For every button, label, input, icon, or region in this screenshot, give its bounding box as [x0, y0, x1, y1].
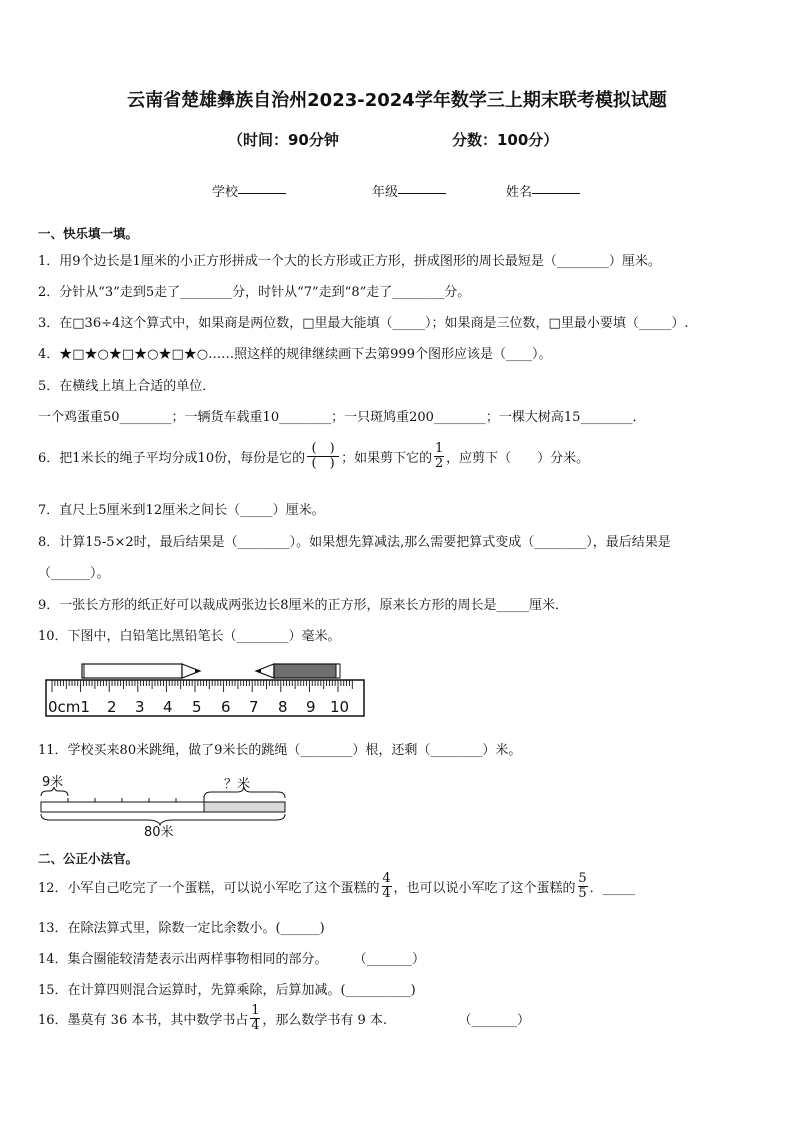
question-16-part-a: 16．墨莫有 36 本书，其中数学书占 — [38, 1013, 249, 1028]
school-label: 学校 — [212, 185, 239, 200]
fraction-numerator: 1 — [251, 1003, 260, 1018]
fraction-four-fourths — [382, 872, 392, 901]
question-15: 15．在计算四则混合运算时，先算乘除，后算加减。(__________) — [38, 983, 416, 998]
ruler-label-8: 8 — [278, 698, 288, 716]
question-5-units: 一个鸡蛋重50________；一辆货车载重10________；一只斑鸠重200________；一棵大树高15________． — [38, 410, 646, 425]
question-1: 1．用9个边长是1厘米的小正方形拼成一个大的长方形或正方形，拼成图形的周长最短是（________）厘米。 — [38, 254, 661, 269]
question-10: 10．下图中，白铅笔比黑铅笔长（________）毫米。 — [38, 629, 341, 644]
question-6 — [38, 442, 589, 471]
fraction-denominator: 4 — [251, 1018, 260, 1033]
section-1-heading: 一、快乐填一填。 — [38, 226, 139, 241]
question-12-part-c: ．_____ — [589, 881, 636, 896]
fraction-numerator: 5 — [578, 871, 587, 886]
name-label: 姓名 — [506, 185, 533, 200]
fraction-denominator: 4 — [382, 886, 391, 901]
rope-left-label: 9米 — [42, 775, 64, 790]
fraction-numerator: 1 — [434, 441, 444, 456]
section-2-heading: 二、公正小法官。 — [38, 851, 139, 866]
question-2: 2．分针从“3”走到5走了________分，时针从“7”走到“8”走了________分。 — [38, 285, 471, 300]
question-16-part-b: ，那么数学书有 9 本. （_______） — [262, 1013, 531, 1028]
question-16 — [38, 1004, 530, 1033]
question-6-part-b: ；如果剪下它的 — [341, 451, 433, 466]
ruler-label-10: 10 — [330, 698, 350, 716]
ruler-label-4: 4 — [163, 698, 173, 716]
ruler-label-6: 6 — [221, 698, 231, 716]
grade-field[interactable] — [372, 181, 398, 200]
question-4: 4．★□★○★□★○★□★○……照这样的规律继续画下去第999个图形应该是（____）。 — [38, 347, 552, 362]
ruler-label-5: 5 — [192, 698, 202, 716]
fraction-five-fifths — [578, 872, 588, 901]
time-label: （时间：90分钟 — [228, 131, 339, 149]
fraction-one-fourth — [250, 1004, 260, 1033]
fraction-denominator: 2 — [434, 456, 444, 471]
ruler-label-9: 9 — [306, 698, 316, 716]
rope-right-label: ？米 — [224, 777, 251, 792]
question-11: 11．学校买来80米跳绳，做了9米长的跳绳（________）根，还剩（________）米。 — [38, 743, 522, 758]
ruler-figure — [44, 660, 368, 720]
rope-total-label: 80米 — [144, 825, 174, 838]
question-12-part-b: ，也可以说小军吃了这个蛋糕的 — [393, 881, 576, 896]
fraction-numerator: 4 — [382, 871, 391, 886]
black-pencil-icon — [256, 664, 340, 678]
ruler-label-0: 0cm1 — [48, 698, 90, 716]
rope-diagram — [38, 772, 290, 838]
school-field[interactable] — [212, 181, 238, 200]
question-12-part-a: 12．小军自己吃完了一个蛋糕，可以说小军吃了这个蛋糕的 — [38, 881, 380, 896]
ruler-body — [46, 680, 364, 716]
ruler-label-2: 2 — [107, 698, 117, 716]
question-5: 5．在横线上填上合适的单位． — [38, 379, 216, 394]
score-label: 分数：100分） — [452, 131, 559, 149]
question-6-part-a: 6．把1米长的绳子平均分成10份，每份是它的 — [38, 451, 306, 466]
name-field[interactable] — [506, 181, 532, 200]
question-14: 14．集合圈能较清楚表示出两样事物相同的部分。 （_______） — [38, 952, 426, 967]
question-13: 13．在除法算式里，除数一定比余数小。(______) — [38, 921, 325, 936]
white-pencil-icon — [82, 664, 200, 678]
fraction-denominator: ( ) — [311, 456, 335, 471]
page-title: 云南省楚雄彝族自治州2023-2024学年数学三上期末联考模拟试题 — [127, 90, 667, 111]
question-9: 9．一张长方形的纸正好可以裁成两张边长8厘米的正方形，原来长方形的周长是_____厘米． — [38, 598, 569, 613]
ruler-label-3: 3 — [135, 698, 145, 716]
question-7: 7．直尺上5厘米到12厘米之间长（_____）厘米。 — [38, 503, 325, 518]
question-12 — [38, 872, 635, 901]
fraction-one-half — [434, 442, 444, 471]
fraction-numerator: ( ) — [311, 441, 335, 456]
question-8: 8．计算15-5×2时，最后结果是（________）。如果想先算减法,那么需要把算式变成（________），最后结果是 — [38, 535, 671, 550]
fraction-blank — [307, 442, 339, 471]
question-3: 3．在□36÷4这个算式中，如果商是两位数，□里最大能填（_____）；如果商是三位数，□里最小要填（_____）. — [38, 316, 689, 331]
question-8-continued: （______）。 — [38, 566, 110, 581]
ruler-label-7: 7 — [249, 698, 259, 716]
question-6-part-c: ，应剪下（ ）分米。 — [446, 451, 590, 466]
grade-label: 年级 — [372, 185, 399, 200]
fraction-denominator: 5 — [578, 886, 587, 901]
